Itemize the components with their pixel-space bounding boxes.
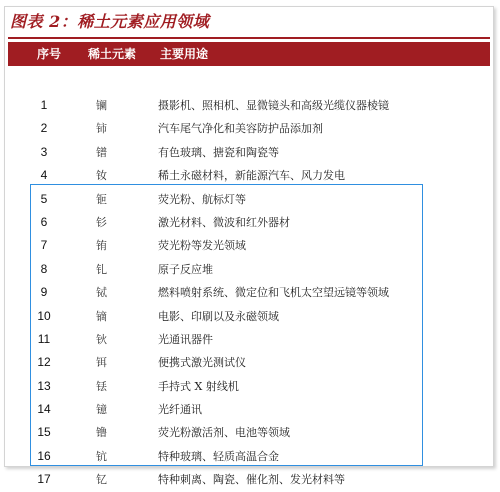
row-element: 铒 [96,356,107,370]
table-row [8,421,490,444]
row-usage: 稀土永磁材料，新能源汽车、风力发电 [158,169,345,183]
row-usage: 荧光粉等发光领域 [158,239,246,253]
row-number: 9 [40,285,48,300]
row-number: 6 [40,214,48,229]
row-number: 17 [37,472,51,487]
row-usage: 有色玻璃、搪瓷和陶瓷等 [158,145,279,159]
row-number: 8 [40,261,48,276]
row-number: 12 [37,355,51,370]
table-row [8,328,490,351]
row-element: 钆 [96,262,107,276]
row-usage: 荧光粉、航标灯等 [158,192,246,206]
row-number: 13 [37,378,51,393]
table-body [8,94,490,492]
row-element: 镝 [96,309,107,323]
row-number: 5 [40,191,48,206]
row-number: 15 [37,425,51,440]
row-element: 镥 [96,426,107,440]
row-number: 7 [40,238,48,253]
figure-title: 图表 2：稀土元素应用领域 [10,12,210,31]
table-row [8,281,490,304]
row-number: 11 [37,331,51,346]
table-row [8,141,490,164]
table-row [8,188,490,211]
table-row [8,117,490,140]
row-usage: 便携式激光测试仪 [158,356,246,370]
row-element: 钇 [96,473,107,487]
row-usage: 燃料喷射系统、微定位和飞机太空望远镜等领域 [158,286,389,300]
row-number: 10 [37,308,51,323]
table-row [8,375,490,398]
row-element: 镱 [96,403,107,417]
table-header [8,42,490,66]
row-number: 14 [37,402,51,417]
row-element: 钐 [96,215,107,229]
header-usage: 主要用途 [160,47,209,61]
row-usage: 光纤通讯 [158,403,202,417]
row-usage: 荧光粉激活剂、电池等领域 [158,426,290,440]
row-usage: 手持式 X 射线机 [158,379,239,393]
row-usage: 激光材料、微波和红外器材 [158,215,290,229]
row-number: 3 [40,144,48,159]
table-row [8,468,490,491]
table-row [8,398,490,421]
table-row [8,445,490,468]
row-usage: 特种刺离、陶瓷、催化剂、发光材料等 [158,473,345,487]
row-number: 1 [40,98,48,112]
row-element: 钪 [96,449,107,463]
row-usage: 电影、印刷以及永磁领域 [158,309,279,323]
row-number: 2 [40,121,48,136]
title-underline [8,37,490,39]
row-element: 钬 [96,332,107,346]
table-row [8,234,490,257]
row-number: 4 [40,168,48,183]
row-usage: 原子反应堆 [158,262,213,276]
row-usage: 特种玻璃、轻质高温合金 [158,449,279,463]
row-usage: 汽车尾气净化和美容防护品添加剂 [158,122,323,136]
table-row [8,164,490,187]
row-element: 铈 [96,122,107,136]
row-number: 16 [37,448,51,463]
row-element: 钷 [96,192,107,206]
row-element: 铕 [96,239,107,253]
table-row [8,211,490,234]
header-number: 序号 [37,47,62,61]
row-usage: 光通讯器件 [158,332,213,346]
row-element: 镧 [96,99,107,112]
row-element: 铽 [96,286,107,300]
table-row [8,351,490,374]
table-row [8,258,490,281]
row-usage: 摄影机、照相机、显微镜头和高级光缆仪器棱镜 [158,99,389,112]
row-element: 镨 [96,145,107,159]
table-row [8,305,490,328]
table-row [8,94,490,117]
row-element: 钕 [96,169,107,183]
row-element: 铥 [96,379,107,393]
header-element: 稀土元素 [88,47,137,61]
